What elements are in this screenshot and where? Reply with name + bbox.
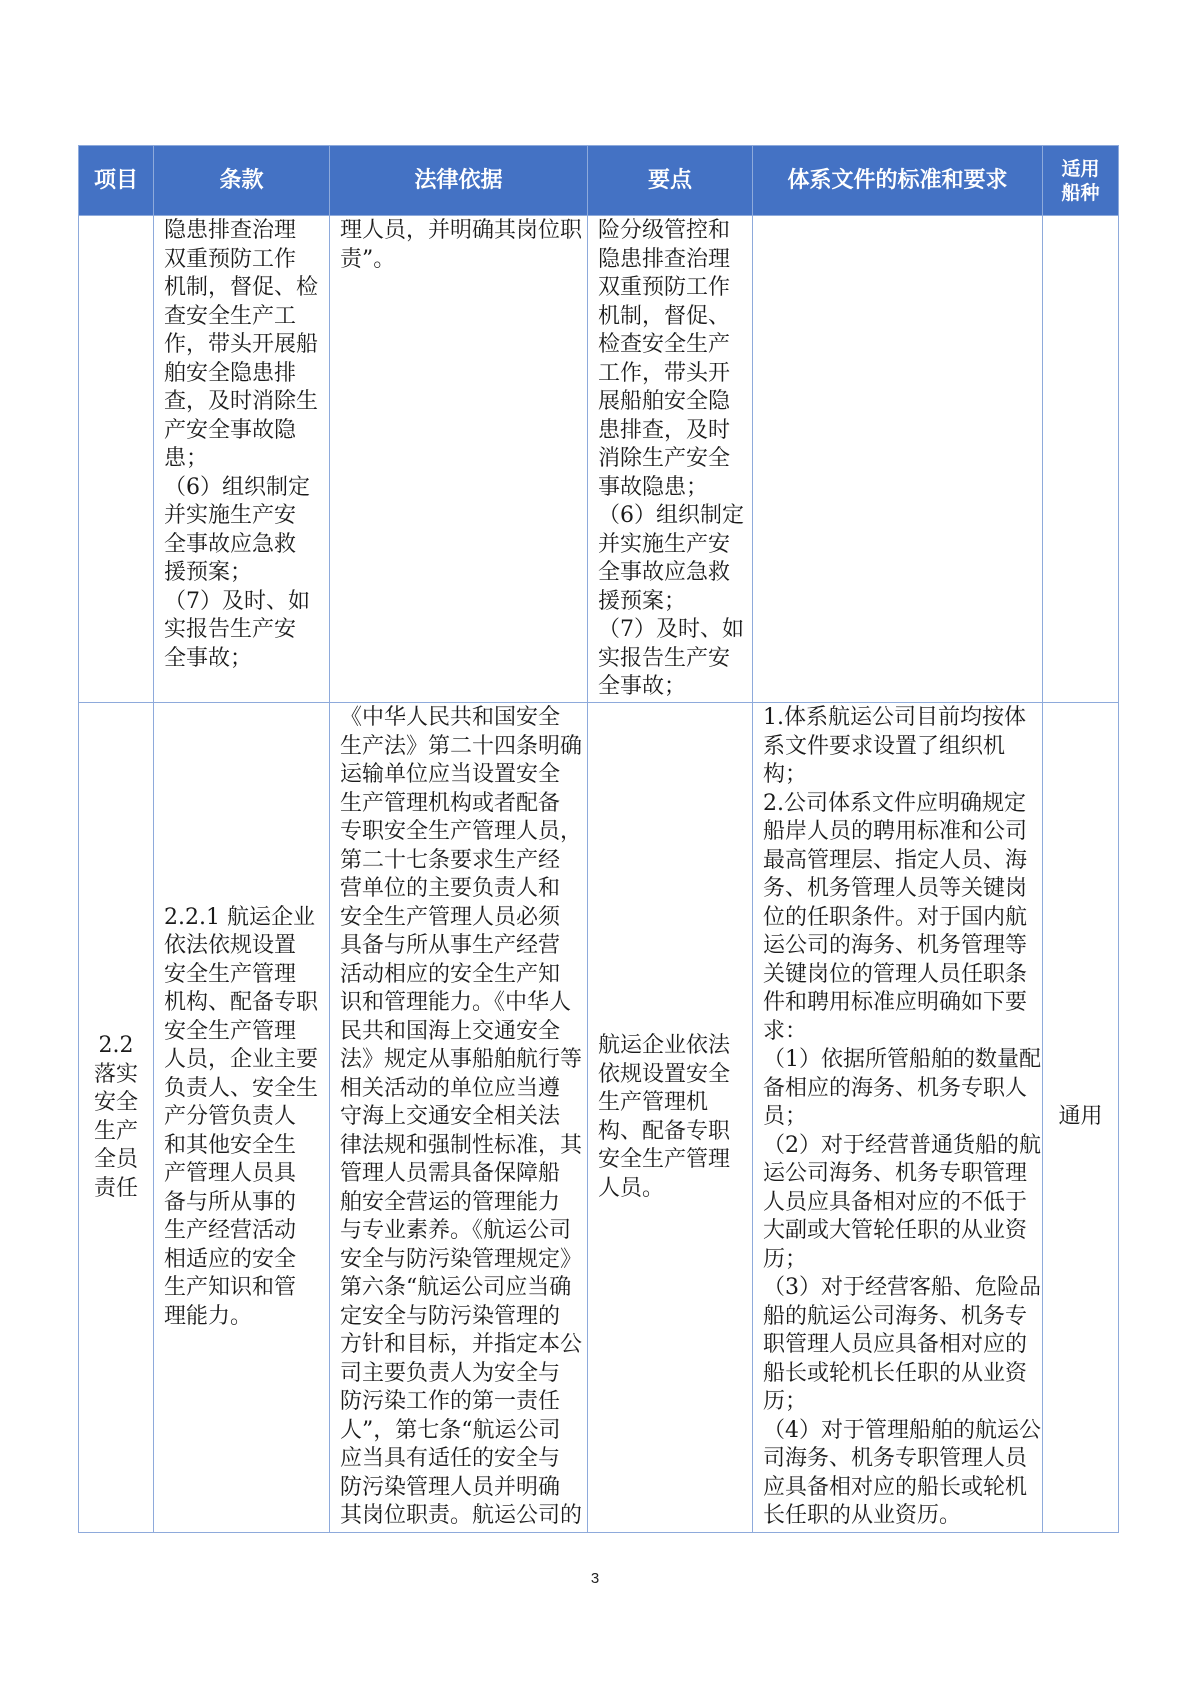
table-row xyxy=(79,216,1119,703)
row-2-key-points-cell: 航运企业依法 依规设置安全 生产管理机 构、配备专职 安全生产管理 人员。 xyxy=(588,703,753,1533)
row-2-item-cell: 2.2 落实 安全 生产 全员 责任 xyxy=(79,703,154,1533)
row-1-clause-cell: 隐患排查治理 双重预防工作 机制，督促、检 查安全生产工 作，带头开展船 舶安全隐患排 查，及时消除生 产安全事故隐 患； （6）组织制定 并实施生产安 全事故应急救 援预案； （7）及时、如 实报告生产安 全事故； xyxy=(154,216,330,703)
header-legal-basis: 法律依据 xyxy=(330,146,588,216)
row-1-legal-basis-cell: 理人员，并明确其岗位职 责”。 xyxy=(330,216,588,703)
header-clause: 条款 xyxy=(154,146,330,216)
row-2-system-requirements-cell: 1.体系航运公司目前均按体 系文件要求设置了组织机 构； 2.公司体系文件应明确规定 船岸人员的聘用标准和公司 最高管理层、指定人员、海 务、机务管理人员等关键岗 位的任职条件。对于国内航 运公司的海务、机务管理等 关键岗位的管理人员任职条 件和聘用标准应明确如下要 求： （1）依据所管船舶的数量配 备相应的海务、机务专职人 员； （2）对于经营普通货船的航 运公司海务、机务专职管理 人员应具备相对应的不低于 大副或大管轮任职的从业资 历； （3）对于经营客船、危险品 船的航运公司海务、机务专 职管理人员应具备相对应的 船长或轮机长任职的从业资 历； （4）对于管理船舶的航运公 司海务、机务专职管理人员 应具备相对应的船长或轮机 长任职的从业资历。 xyxy=(753,703,1043,1533)
row-1-item-cell xyxy=(79,216,154,703)
row-1-applicable-ships-cell xyxy=(1043,216,1119,703)
header-key-points: 要点 xyxy=(588,146,753,216)
header-item: 项目 xyxy=(79,146,154,216)
row-1-key-points-cell: 险分级管控和 隐患排查治理 双重预防工作 机制，督促、 检查安全生产 工作，带头开 展船舶安全隐 患排查，及时 消除生产安全 事故隐患； （6）组织制定 并实施生产安 全事故应急救 援预案； （7）及时、如 实报告生产安 全事故； xyxy=(588,216,753,703)
row-2-legal-basis-cell: 《中华人民共和国安全 生产法》第二十四条明确 运输单位应当设置安全 生产管理机构或者配备 专职安全生产管理人员， 第二十七条要求生产经 营单位的主要负责人和 安全生产管理人员必须 具备与所从事生产经营 活动相应的安全生产知 识和管理能力。《中华人 民共和国海上交通安全 法》规定从事船舶航行等 相关活动的单位应当遵 守海上交通安全相关法 律法规和强制性标准，其 管理人员需具备保障船 舶安全营运的管理能力 与专业素养。《航运公司 安全与防污染管理规定》 第六条“航运公司应当确 定安全与防污染管理的 方针和目标，并指定本公 司主要负责人为安全与 防污染工作的第一责任 人”，第七条“航运公司 应当具有适任的安全与 防污染管理人员并明确 其岗位职责。航运公司的 xyxy=(330,703,588,1533)
table-row xyxy=(79,703,1119,1533)
header-applicable-ships: 适用 船种 xyxy=(1043,146,1119,216)
row-2-applicable-ships-cell: 通用 xyxy=(1043,703,1119,1533)
header-system-requirements: 体系文件的标准和要求 xyxy=(753,146,1043,216)
row-1-system-requirements-cell xyxy=(753,216,1043,703)
row-2-clause-cell: 2.2.1 航运企业 依法依规设置 安全生产管理 机构、配备专职 安全生产管理 人员，企业主要 负责人、安全生 产分管负责人 和其他安全生 产管理人员具 备与所从事的 生产经营活动 相适应的安全 生产知识和管 理能力。 xyxy=(154,703,330,1533)
table-header-row xyxy=(79,146,1119,216)
page-number: 3 xyxy=(590,1570,600,1587)
requirements-table xyxy=(78,145,1119,1533)
